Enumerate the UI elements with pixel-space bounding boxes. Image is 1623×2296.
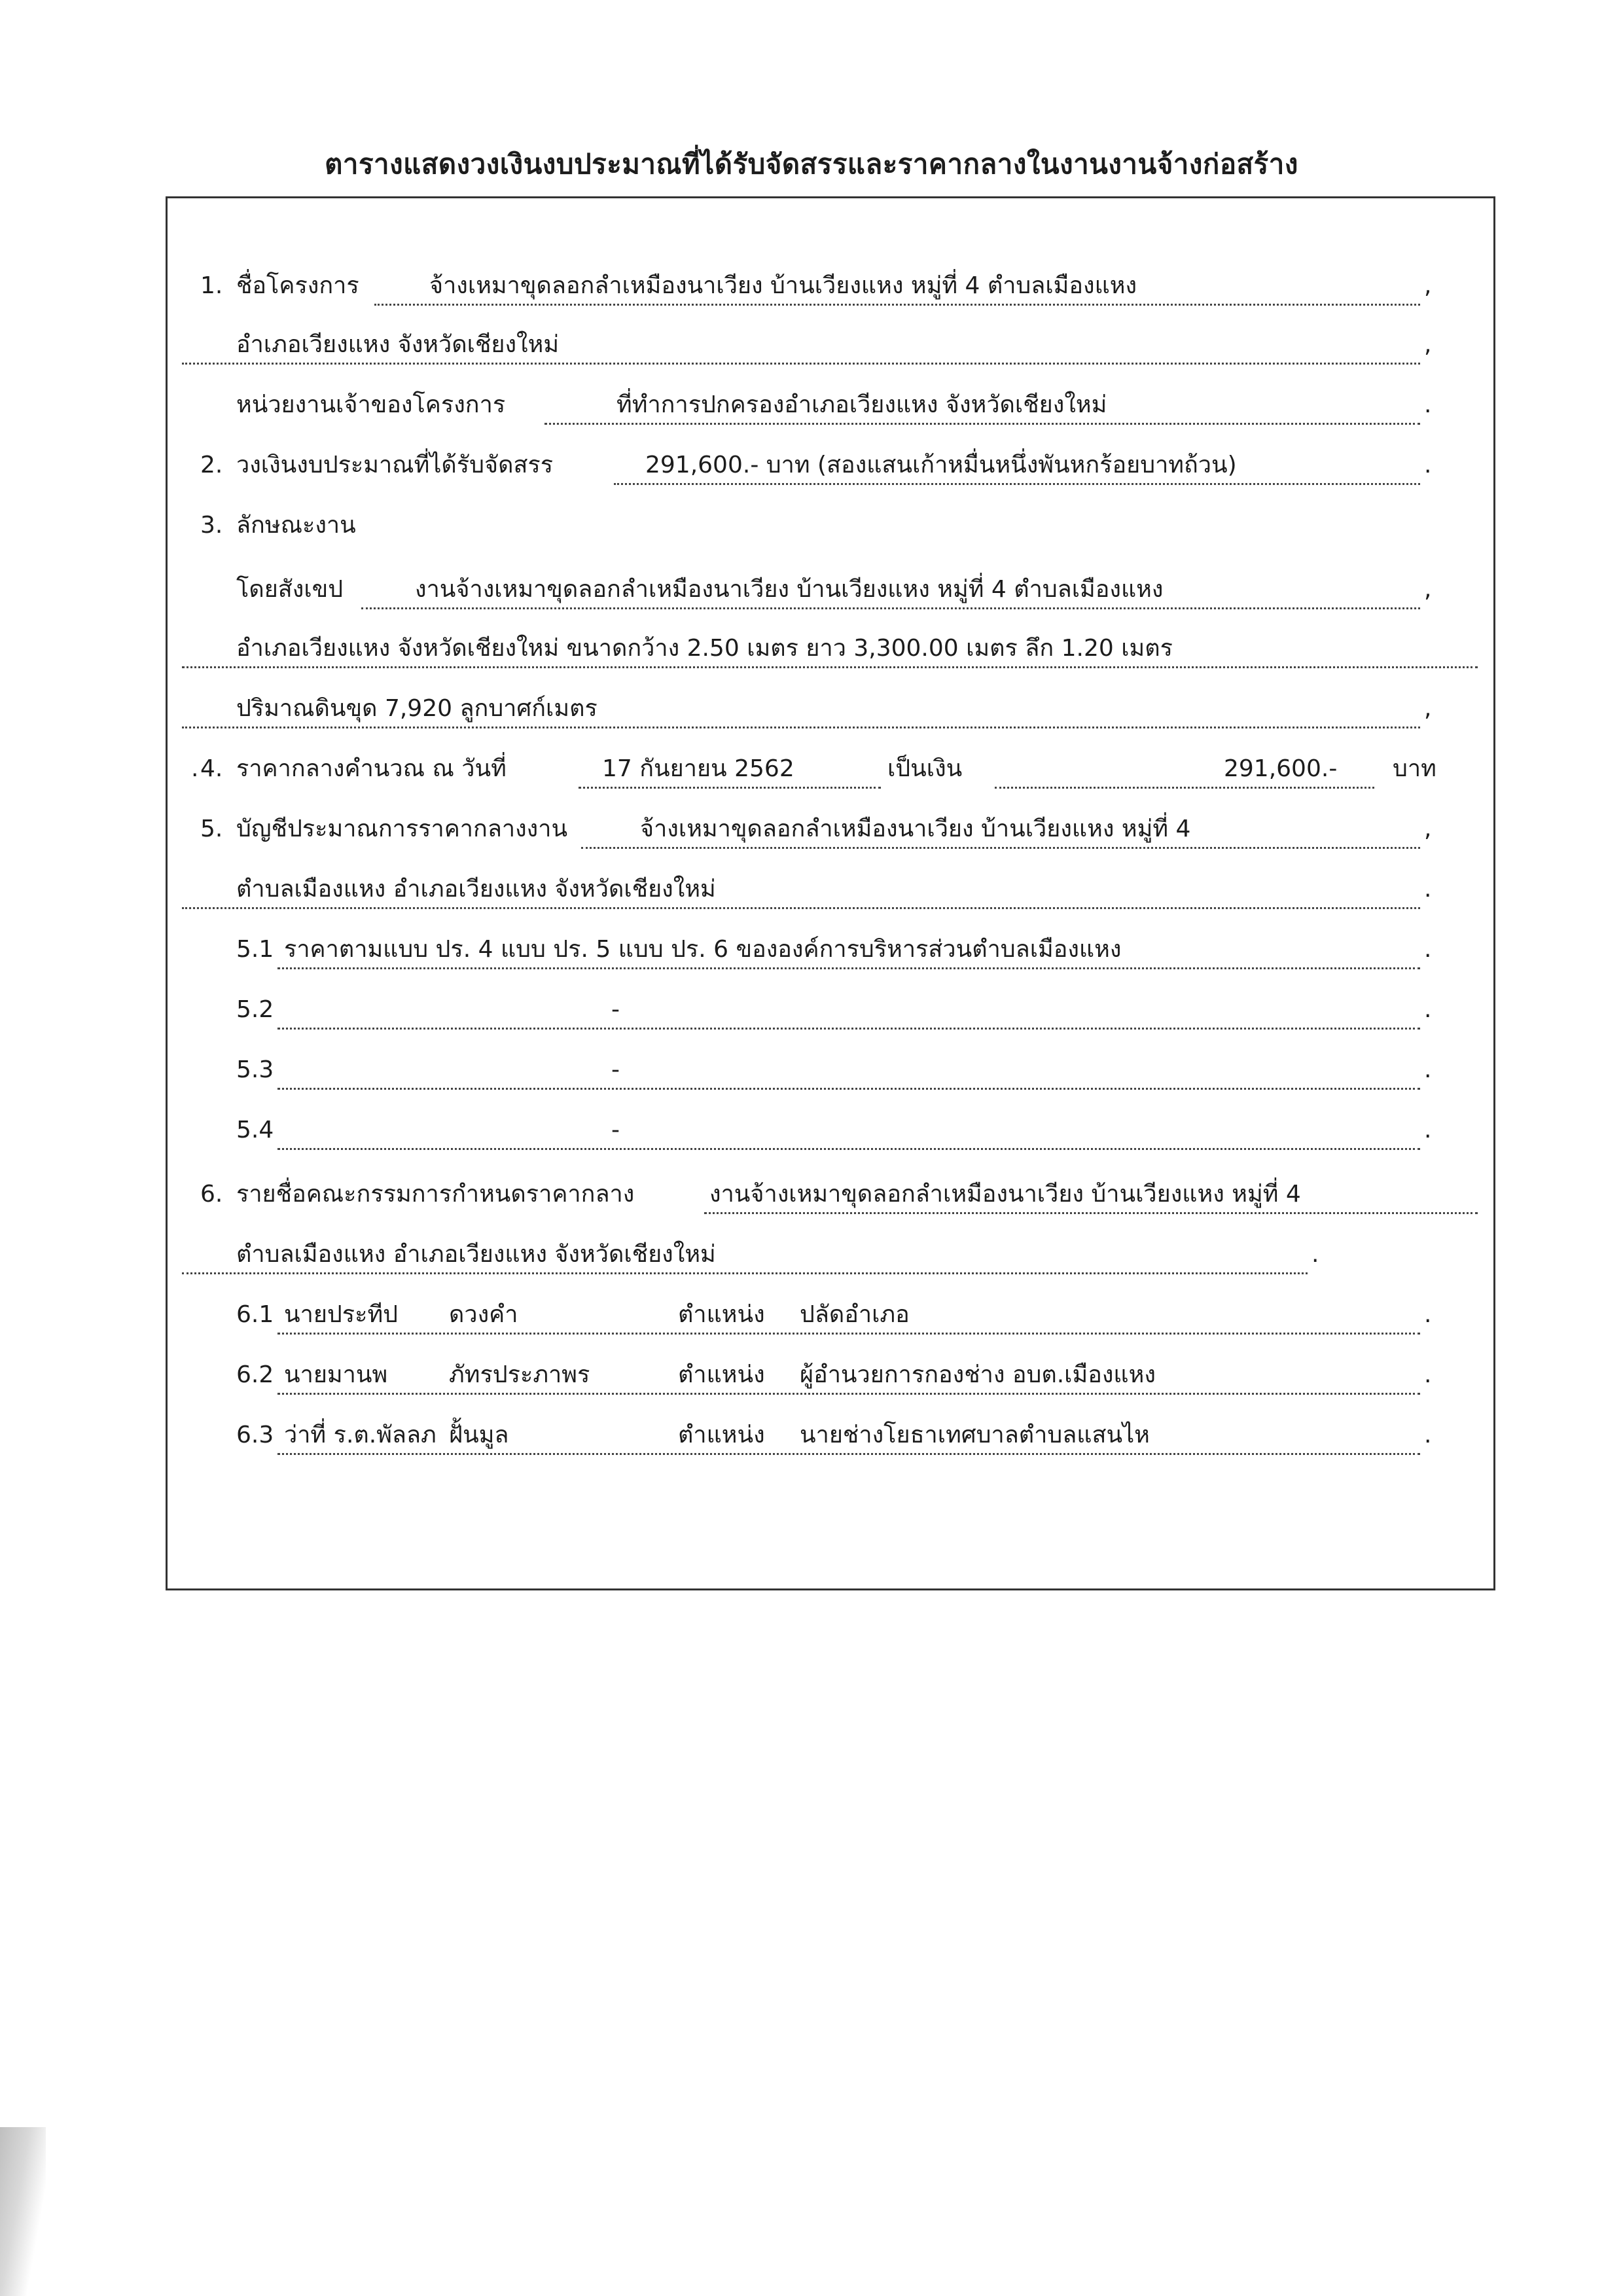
committee-member-row bbox=[168, 1416, 1497, 1455]
item-number: 5.4 bbox=[236, 1117, 274, 1143]
page-title: ตารางแสดงวงเงินงบประมาณที่ได้รับจัดสรรและราคากลางในงานงานจ้างก่อสร้าง bbox=[325, 148, 1298, 180]
item-number: 5.3 bbox=[236, 1056, 274, 1083]
member-position: ผู้อำนวยการกองช่าง อบต.เมืองแหง bbox=[800, 1361, 1156, 1388]
owner-value: ที่ทำการปกครองอำเภอเวียงแหง จังหวัดเชียงใหม่ bbox=[616, 391, 1107, 418]
section3-desc-line2 bbox=[168, 629, 1497, 668]
item-value: ราคาตามแบบ ปร. 4 แบบ ปร. 5 แบบ ปร. 6 ขององค์การบริหารส่วนตำบลเมืองแหง bbox=[284, 936, 1122, 963]
amount-value: 291,600.- bbox=[1224, 755, 1338, 782]
price-date-field bbox=[579, 749, 881, 789]
section2-budget-line bbox=[168, 446, 1497, 485]
committee-work-value: งานจ้างเหมาขุดลอกลำเหมืองนาเวียง บ้านเวียงแหง หมู่ที่ 4 bbox=[709, 1181, 1301, 1208]
stray-dot: . bbox=[191, 755, 199, 782]
end-punct: . bbox=[1311, 1241, 1319, 1268]
end-punct: . bbox=[1424, 1422, 1432, 1448]
end-punct: . bbox=[1424, 936, 1432, 963]
desc-field-2 bbox=[182, 629, 1478, 668]
estimate-work-cont-value: ตำบลเมืองแหง อำเภอเวียงแหง จังหวัดเชียงใหม่ bbox=[236, 876, 716, 903]
end-punct: . bbox=[1424, 876, 1432, 903]
amount-label: เป็นเงิน bbox=[887, 755, 963, 782]
section5-title-line2 bbox=[168, 870, 1497, 909]
section-number: 3. bbox=[200, 512, 223, 539]
amount-field bbox=[995, 749, 1374, 789]
section6-title-line2 bbox=[168, 1235, 1497, 1274]
section-number: 2. bbox=[200, 452, 223, 478]
member-number: 6.2 bbox=[236, 1361, 274, 1388]
estimate-work-value: จ้างเหมาขุดลอกลำเหมืองนาเวียง บ้านเวียงแหง หมู่ที่ 4 bbox=[640, 816, 1191, 842]
form-frame bbox=[166, 196, 1495, 1590]
member-position-label: ตำแหน่ง bbox=[678, 1361, 765, 1388]
section-number: 6. bbox=[200, 1181, 223, 1208]
member-position: นายช่างโยธาเทศบาลตำบลแสนไห bbox=[800, 1422, 1150, 1448]
section5-item bbox=[168, 990, 1497, 1030]
member-name: ว่าที่ ร.ต.พัลลภ bbox=[284, 1422, 437, 1448]
desc-value-2: อำเภอเวียงแหง จังหวัดเชียงใหม่ ขนาดกว้าง 2.50 เมตร ยาว 3,300.00 เมตร ลึก 1.20 เมตร bbox=[236, 635, 1173, 662]
budget-field bbox=[614, 446, 1420, 485]
desc-field-1 bbox=[361, 570, 1420, 609]
owner-field bbox=[544, 386, 1420, 425]
section5-item bbox=[168, 1111, 1497, 1150]
desc-value-3: ปริมาณดินขุด 7,920 ลูกบาศก์เมตร bbox=[236, 695, 597, 722]
item-field bbox=[277, 1111, 1420, 1150]
end-punct: , bbox=[1424, 331, 1432, 358]
section5-title-line bbox=[168, 810, 1497, 849]
section4-price-line bbox=[168, 749, 1497, 789]
member-field bbox=[277, 1295, 1420, 1335]
member-surname: ภัทรประภาพร bbox=[449, 1361, 590, 1388]
end-punct: . bbox=[1424, 391, 1432, 418]
section1-project-line bbox=[168, 266, 1497, 306]
section3-desc-line3 bbox=[168, 689, 1497, 728]
estimate-label: บัญชีประมาณการราคากลางงาน bbox=[236, 816, 568, 842]
committee-work-field bbox=[704, 1175, 1478, 1214]
section3-desc-line1 bbox=[168, 570, 1497, 609]
member-field bbox=[277, 1355, 1420, 1395]
section3-label-line bbox=[168, 506, 1497, 545]
committee-member-row bbox=[168, 1295, 1497, 1335]
end-punct: . bbox=[1424, 996, 1432, 1023]
committee-label: รายชื่อคณะกรรมการกำหนดราคากลาง bbox=[236, 1181, 635, 1208]
member-name: นายประทีป bbox=[284, 1301, 399, 1328]
budget-label: วงเงินงบประมาณที่ได้รับจัดสรร bbox=[236, 452, 554, 478]
section-number: 5. bbox=[200, 816, 223, 842]
committee-work-cont-field bbox=[182, 1235, 1308, 1274]
end-punct: , bbox=[1424, 816, 1432, 842]
end-punct: . bbox=[1424, 1301, 1432, 1328]
end-punct: , bbox=[1424, 576, 1432, 603]
end-punct: , bbox=[1424, 272, 1432, 299]
end-punct: . bbox=[1424, 1056, 1432, 1083]
member-name: นายมานพ bbox=[284, 1361, 388, 1388]
end-punct: . bbox=[1424, 452, 1432, 478]
member-field bbox=[277, 1416, 1420, 1455]
member-surname: ฝั้นมูล bbox=[449, 1422, 509, 1448]
estimate-work-cont-field bbox=[182, 870, 1420, 909]
section1-project-line2 bbox=[168, 325, 1497, 365]
desc-label: โดยสังเขป bbox=[236, 576, 344, 603]
item-value: - bbox=[611, 996, 620, 1023]
project-name-field bbox=[374, 266, 1420, 306]
committee-member-row bbox=[168, 1355, 1497, 1395]
scan-edge-shadow bbox=[0, 2127, 46, 2296]
member-position-label: ตำแหน่ง bbox=[678, 1422, 765, 1448]
item-field bbox=[277, 930, 1420, 969]
owner-label: หน่วยงานเจ้าของโครงการ bbox=[236, 391, 506, 418]
item-value: - bbox=[611, 1117, 620, 1143]
end-punct: . bbox=[1424, 1117, 1432, 1143]
price-date-value: 17 กันยายน 2562 bbox=[602, 755, 794, 782]
project-label: ชื่อโครงการ bbox=[236, 272, 359, 299]
member-number: 6.3 bbox=[236, 1422, 274, 1448]
item-field bbox=[277, 1050, 1420, 1090]
section5-item bbox=[168, 1050, 1497, 1090]
project-name-cont-value: อำเภอเวียงแหง จังหวัดเชียงใหม่ bbox=[236, 331, 560, 358]
desc-value-1: งานจ้างเหมาขุดลอกลำเหมืองนาเวียง บ้านเวียงแหง หมู่ที่ 4 ตำบลเมืองแหง bbox=[415, 576, 1164, 603]
currency-label: บาท bbox=[1393, 755, 1436, 782]
section-number: 4. bbox=[200, 755, 223, 782]
estimate-work-field bbox=[581, 810, 1420, 849]
price-date-label: ราคากลางคำนวณ ณ วันที่ bbox=[236, 755, 507, 782]
member-position: ปลัดอำเภอ bbox=[800, 1301, 910, 1328]
end-punct: , bbox=[1424, 695, 1432, 722]
end-punct: . bbox=[1424, 1361, 1432, 1388]
item-number: 5.1 bbox=[236, 936, 274, 963]
item-value: - bbox=[611, 1056, 620, 1083]
section5-item bbox=[168, 930, 1497, 969]
project-name-value: จ้างเหมาขุดลอกลำเหมืองนาเวียง บ้านเวียงแหง หมู่ที่ 4 ตำบลเมืองแหง bbox=[429, 272, 1137, 299]
member-position-label: ตำแหน่ง bbox=[678, 1301, 765, 1328]
budget-value: 291,600.- บาท (สองแสนเก้าหมื่นหนึ่งพันหกร้อยบาทถ้วน) bbox=[645, 452, 1237, 478]
desc-field-3 bbox=[182, 689, 1420, 728]
work-type-label: ลักษณะงาน bbox=[236, 512, 356, 539]
committee-work-cont-value: ตำบลเมืองแหง อำเภอเวียงแหง จังหวัดเชียงใหม่ bbox=[236, 1241, 716, 1268]
member-surname: ดวงคำ bbox=[449, 1301, 518, 1328]
member-number: 6.1 bbox=[236, 1301, 274, 1328]
item-number: 5.2 bbox=[236, 996, 274, 1023]
section-number: 1. bbox=[200, 272, 223, 299]
item-field bbox=[277, 990, 1420, 1030]
section6-title-line bbox=[168, 1175, 1497, 1214]
section1-owner-line bbox=[168, 386, 1497, 425]
project-name-cont-field bbox=[182, 325, 1420, 365]
